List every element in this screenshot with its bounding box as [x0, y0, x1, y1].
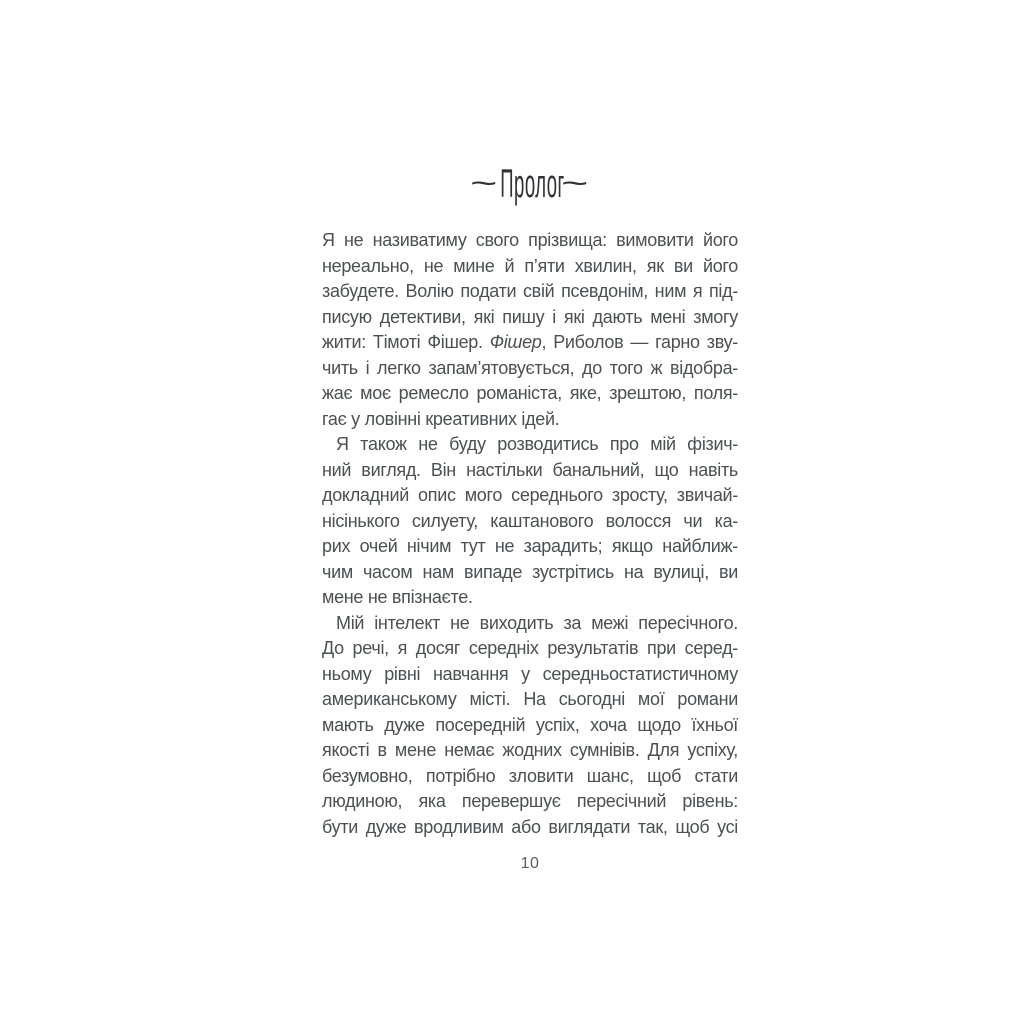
- text-line: нереально, не мине й п’яти хвилин, як ви його: [322, 255, 738, 276]
- text-line: докладний опис мого середнього зросту, звичай-: [322, 485, 738, 505]
- text-line: гає у ловінні креативних ідей.: [322, 408, 560, 429]
- text-line: писую детективи, які пишу і які дають мені змогу: [322, 306, 738, 327]
- text-line: мене не впізнаєте.: [322, 587, 473, 607]
- text-line: чить і легко запам’ятовується, до того ж відобра-: [322, 357, 738, 378]
- text-line: людиною, яка перевершує пересічний рівень:: [322, 791, 738, 811]
- text-line: безумовно, потрібно зловити шанс, щоб стати: [322, 765, 738, 786]
- text-line: рих очей нічим тут не зарадить; якщо найближ-: [322, 536, 738, 556]
- tilde-ornament-left-icon: ~: [470, 167, 498, 200]
- paragraph: [322, 611, 738, 841]
- text-line: ньому рівні навчання у середньостатистичному: [322, 663, 738, 684]
- chapter-title: Пролог: [500, 161, 565, 206]
- text-line: Я також не буду розводитись про мій фізич-: [336, 434, 738, 454]
- paragraph: [322, 432, 738, 611]
- plain-text: , Риболов — гарно зву-: [541, 332, 738, 352]
- page-number: 10: [520, 855, 540, 872]
- text-line: нісінького силуету, каштанового волосся чи ка-: [322, 510, 738, 531]
- text-line: мають дуже посередній успіх, хоча щодо їхньої: [322, 714, 738, 735]
- plain-text: жити: Тімоті Фішер.: [322, 332, 490, 352]
- text-line: американському місті. На сьогодні мої романи: [322, 689, 738, 709]
- page-body: [322, 228, 738, 840]
- text-line: ний вигляд. Він настільки банальний, що навіть: [322, 459, 738, 480]
- tilde-ornament-right-icon: ~: [561, 167, 589, 200]
- paragraph: [322, 228, 738, 432]
- text-line: До речі, я досяг середніх результатів при серед-: [322, 638, 738, 658]
- text-line: Я не називатиму свого прізвища: вимовити його: [322, 230, 738, 250]
- text-line: жає моє ремесло романіста, яке, зрештою, поля-: [322, 383, 738, 403]
- text-line: чим часом нам випаде зустрітись на вулиці, ви: [322, 561, 738, 582]
- text-line: [322, 330, 738, 356]
- chapter-heading: [322, 161, 738, 206]
- text-line: бути дуже вродливим або виглядати так, щоб усі: [322, 816, 738, 837]
- italic-text: Фішер: [489, 332, 542, 352]
- text-line: якості в мене немає жодних сумнівів. Для успіху,: [322, 740, 738, 760]
- text-line: забудете. Волію подати свій псевдонім, ним я під-: [322, 281, 738, 301]
- text-line: Мій інтелект не виходить за межі пересічного.: [336, 612, 738, 633]
